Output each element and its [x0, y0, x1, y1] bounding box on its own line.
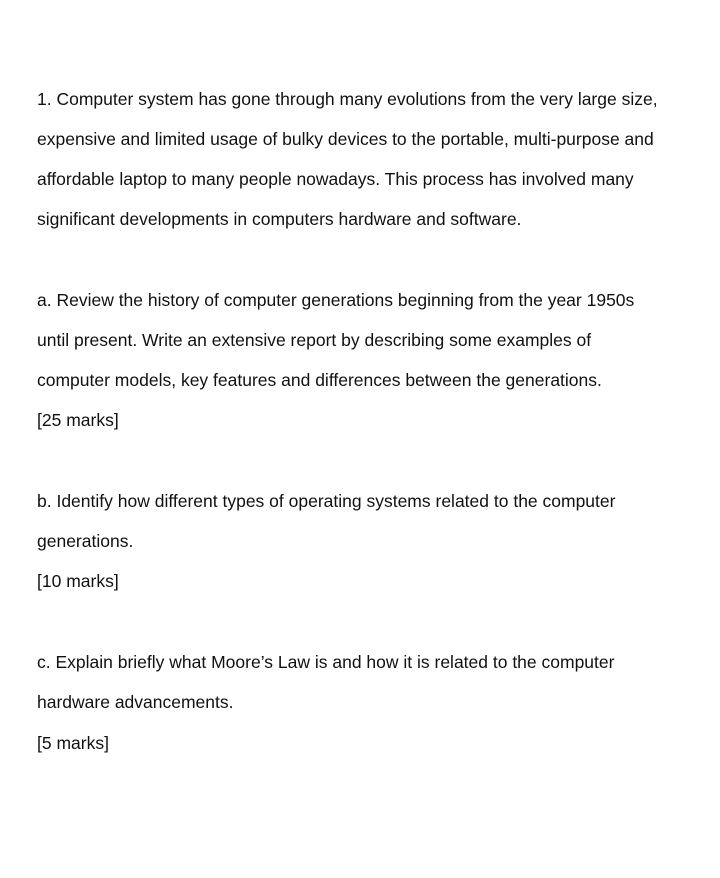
question-intro-line-2: expensive and limited usage of bulky devices to the portable, multi-purpose and [37, 129, 654, 149]
part-b-line-1: b. Identify how different types of operating systems related to the computer [37, 491, 616, 511]
part-a-marks: [25 marks] [37, 410, 119, 430]
question-intro-line-4: significant developments in computers hardware and software. [37, 209, 522, 229]
part-c-line-1: c. Explain briefly what Moore’s Law is and how it is related to the computer [37, 652, 615, 672]
part-b-marks: [10 marks] [37, 571, 119, 591]
part-b-line-2: generations. [37, 531, 134, 551]
question-intro-line-3: affordable laptop to many people nowadays. This process has involved many [37, 169, 634, 189]
part-a-line-3: computer models, key features and differences between the generations. [37, 370, 602, 390]
part-a-line-2: until present. Write an extensive report by describing some examples of [37, 330, 592, 350]
part-a-line-1: a. Review the history of computer generations beginning from the year 1950s [37, 290, 635, 310]
part-c-marks: [5 marks] [37, 733, 109, 753]
part-c-line-2: hardware advancements. [37, 692, 234, 712]
question-intro-line-1: 1. Computer system has gone through many evolutions from the very large size, [37, 89, 658, 109]
